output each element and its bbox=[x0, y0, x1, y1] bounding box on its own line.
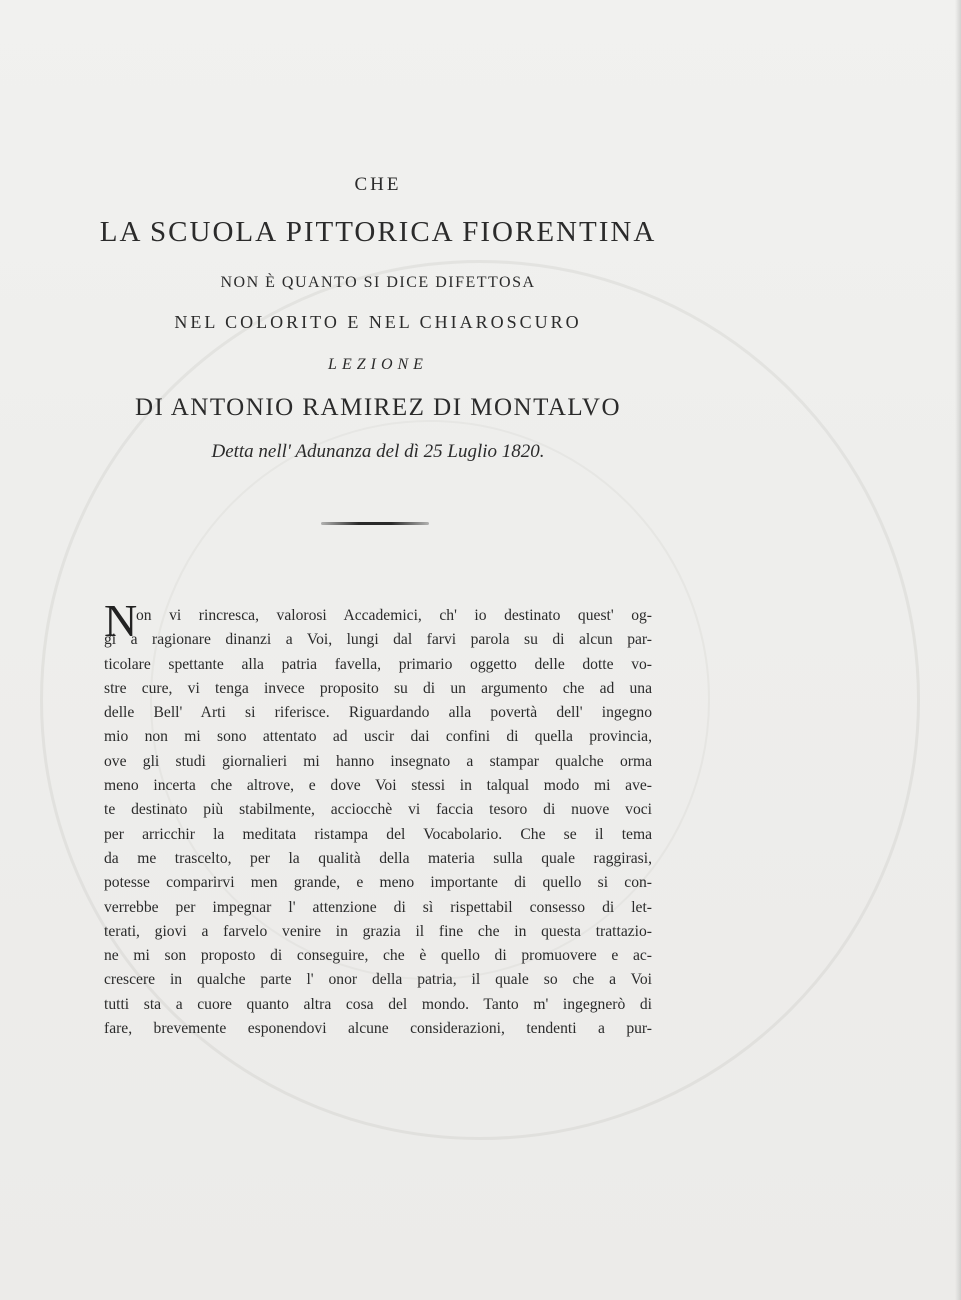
text-line: da me trascelto, per la qualità della materia sulla quale raggirasi, bbox=[104, 849, 652, 867]
page-title: LA SCUOLA PITTORICA FIORENTINA bbox=[99, 216, 657, 248]
author-line: DI ANTONIO RAMIREZ DI MONTALVO bbox=[134, 394, 622, 421]
text-line: stre cure, vi tenga invece proposito su di un argumento che ad una bbox=[104, 679, 652, 697]
heading-che: CHE bbox=[354, 174, 402, 195]
text-line: ticolare spettante alla patria favella, primario oggetto delle dotte vo- bbox=[104, 655, 652, 673]
subtitle-line-2: NEL COLORITO E NEL CHIAROSCURO bbox=[174, 312, 582, 332]
text-line: meno incerta che altrove, e dove Voi stessi in talqual modo mi ave- bbox=[104, 777, 652, 795]
text-line: mio non mi sono attentato ad uscir dai confini di quella provincia, bbox=[104, 728, 652, 746]
text-line: tutti sta a cuore quanto altra cosa del mondo. Tanto m' ingegnerò di bbox=[104, 995, 652, 1013]
text-line: crescere in qualche parte l' onor della patria, il quale so che a Voi bbox=[104, 971, 652, 989]
text-line: verrebbe per impegnar l' attenzione di sì rispettabil consesso di let- bbox=[104, 898, 652, 916]
text-line: on vi rincresca, valorosi Accademici, ch' io destinato quest' og- bbox=[136, 607, 652, 624]
text-line: fare, brevemente esponendovi alcune considerazioni, tendenti a pur- bbox=[104, 1020, 652, 1038]
text-line: te destinato più stabilmente, acciocchè vi faccia tesoro di nuove voci bbox=[104, 801, 652, 819]
delivery-date-line: Detta nell' Adunanza del dì 25 Luglio 1820. bbox=[211, 441, 545, 462]
text-line: delle Bell' Arti si riferisce. Riguardando alla povertà dell' ingegno bbox=[104, 704, 652, 722]
subtitle-line-1: NON È QUANTO SI DICE DIFETTOSA bbox=[220, 274, 536, 291]
text-line: gi a ragionare dinanzi a Voi, lungi dal farvi parola su di alcun par- bbox=[104, 631, 652, 649]
text-line: potesse comparirvi men grande, e meno importante di quello si con- bbox=[104, 874, 652, 892]
page-edge bbox=[955, 0, 961, 1300]
lezione-label: LEZIONE bbox=[328, 356, 428, 373]
text-line: per arricchir la meditata ristampa del Vocabolario. Che se il tema bbox=[104, 825, 652, 843]
text-line: terati, giovi a farvelo venire in grazia il fine che in questa trattazio- bbox=[104, 922, 652, 940]
body-paragraph bbox=[104, 595, 652, 1041]
text-line: ne mi son proposto di conseguire, che è quello di promuovere e ac- bbox=[104, 947, 652, 965]
section-divider bbox=[321, 522, 429, 525]
text-line: ove gli studi giornalieri mi hanno insegnato a stampar qualche orma bbox=[104, 752, 652, 770]
drop-cap: N bbox=[104, 595, 138, 646]
